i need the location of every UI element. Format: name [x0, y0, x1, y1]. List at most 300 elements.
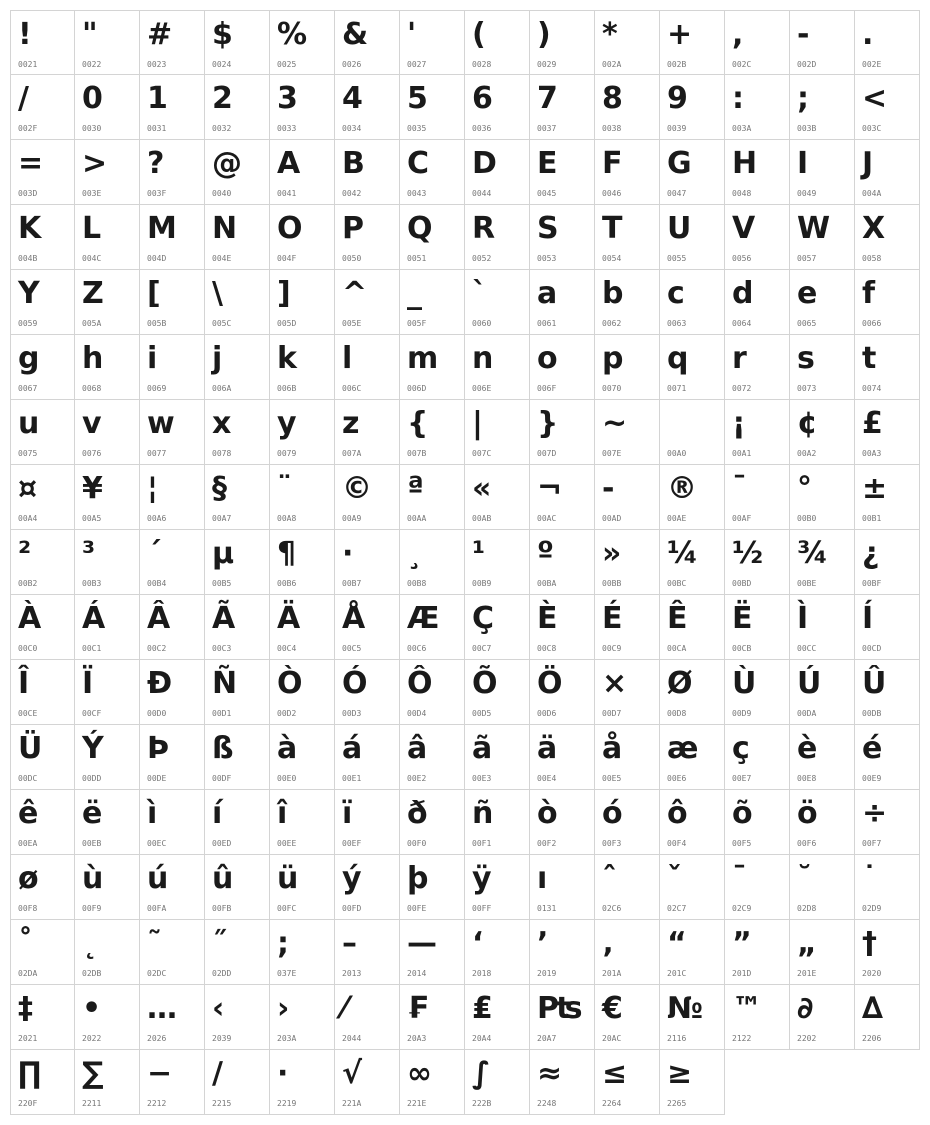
glyph-cell — [465, 1050, 530, 1115]
glyph-codepoint: 00D0 — [147, 709, 167, 718]
glyph-codepoint: 20A3 — [407, 1034, 427, 1043]
glyph-cell — [725, 205, 790, 270]
glyph-cell — [660, 790, 725, 855]
glyph-codepoint: 0045 — [537, 189, 557, 198]
glyph-codepoint: 0065 — [797, 319, 817, 328]
glyph-codepoint: 00FD — [342, 904, 362, 913]
glyph-sample: ˘ — [797, 861, 812, 896]
glyph-sample: K — [18, 211, 42, 246]
glyph-sample: ó — [602, 796, 623, 831]
glyph-cell — [530, 335, 595, 400]
glyph-sample: ý — [342, 861, 362, 896]
glyph-codepoint: 2116 — [667, 1034, 687, 1043]
glyph-codepoint: 00C2 — [147, 644, 167, 653]
glyph-sample: ú — [147, 861, 169, 896]
glyph-codepoint: 0026 — [342, 60, 362, 69]
glyph-codepoint: 007A — [342, 449, 362, 458]
glyph-codepoint: 00D6 — [537, 709, 557, 718]
glyph-sample: x — [212, 406, 232, 441]
glyph-codepoint: 00CE — [18, 709, 38, 718]
glyph-sample: d — [732, 276, 754, 311]
glyph-cell — [140, 10, 205, 75]
glyph-cell — [270, 725, 335, 790]
glyph-cell — [465, 985, 530, 1050]
glyph-cell — [140, 660, 205, 725]
glyph-sample: ø — [18, 861, 39, 896]
glyph-sample: ( — [472, 17, 486, 52]
glyph-codepoint: 00B7 — [342, 579, 362, 588]
glyph-codepoint: 00B9 — [472, 579, 492, 588]
glyph-codepoint: 00BC — [667, 579, 687, 588]
glyph-sample: W — [797, 211, 831, 246]
glyph-cell — [335, 140, 400, 205]
glyph-sample: $ — [212, 17, 233, 52]
glyph-sample: T — [602, 211, 623, 246]
glyph-codepoint: 00E0 — [277, 774, 297, 783]
glyph-cell — [205, 790, 270, 855]
glyph-cell — [725, 465, 790, 530]
glyph-sample: ô — [667, 796, 688, 831]
glyph-cell — [660, 205, 725, 270]
glyph-cell — [660, 465, 725, 530]
glyph-codepoint: 003D — [18, 189, 38, 198]
glyph-sample: Ó — [342, 666, 368, 701]
glyph-codepoint: 00D3 — [342, 709, 362, 718]
glyph-cell — [335, 1050, 400, 1115]
glyph-codepoint: 005D — [277, 319, 297, 328]
glyph-cell — [205, 920, 270, 985]
glyph-sample: 5 — [407, 81, 428, 116]
glyph-sample: o — [537, 341, 558, 376]
glyph-cell — [270, 855, 335, 920]
glyph-codepoint: 201D — [732, 969, 752, 978]
glyph-codepoint: 00F3 — [602, 839, 622, 848]
glyph-sample: & — [342, 17, 369, 52]
glyph-sample: t — [862, 341, 877, 376]
glyph-codepoint: 0056 — [732, 254, 752, 263]
glyph-sample: J — [862, 146, 874, 181]
glyph-sample: í — [212, 796, 223, 831]
glyph-sample: 6 — [472, 81, 493, 116]
glyph-codepoint: 003A — [732, 124, 752, 133]
glyph-cell — [530, 920, 595, 985]
glyph-sample: ¨ — [277, 471, 292, 506]
glyph-codepoint: 00DF — [212, 774, 232, 783]
glyph-codepoint: 0077 — [147, 449, 167, 458]
glyph-cell — [140, 75, 205, 140]
glyph-sample: - — [602, 471, 615, 506]
glyph-cell — [855, 205, 920, 270]
glyph-sample: î — [277, 796, 288, 831]
glyph-cell — [10, 465, 75, 530]
glyph-codepoint: 005E — [342, 319, 362, 328]
glyph-codepoint: 20A4 — [472, 1034, 492, 1043]
glyph-codepoint: 0064 — [732, 319, 752, 328]
glyph-cell — [465, 205, 530, 270]
glyph-sample: ª — [407, 471, 424, 506]
glyph-codepoint: 00E1 — [342, 774, 362, 783]
glyph-codepoint: 00F1 — [472, 839, 492, 848]
glyph-sample: Ð — [147, 666, 173, 701]
glyph-codepoint: 002B — [667, 60, 687, 69]
glyph-codepoint: 00C6 — [407, 644, 427, 653]
glyph-cell — [75, 790, 140, 855]
glyph-cell — [595, 790, 660, 855]
glyph-codepoint: 00A4 — [18, 514, 38, 523]
glyph-cell — [855, 400, 920, 465]
glyph-codepoint: 00D4 — [407, 709, 427, 718]
glyph-sample: ] — [277, 276, 291, 311]
glyph-sample: ² — [18, 536, 32, 571]
glyph-codepoint: 00C8 — [537, 644, 557, 653]
glyph-sample: ° — [797, 471, 812, 506]
glyph-cell — [790, 855, 855, 920]
glyph-sample: ¢ — [797, 406, 818, 441]
glyph-sample: ¾ — [797, 536, 829, 571]
glyph-cell — [335, 400, 400, 465]
glyph-codepoint: 00EF — [342, 839, 362, 848]
glyph-cell — [725, 725, 790, 790]
glyph-codepoint: 0063 — [667, 319, 687, 328]
glyph-cell — [75, 140, 140, 205]
glyph-codepoint: 2206 — [862, 1034, 882, 1043]
glyph-cell — [140, 790, 205, 855]
glyph-sample: ı — [537, 861, 548, 896]
glyph-cell — [530, 10, 595, 75]
glyph-cell — [400, 855, 465, 920]
glyph-codepoint: 0023 — [147, 60, 167, 69]
glyph-cell — [725, 595, 790, 660]
glyph-cell — [855, 75, 920, 140]
glyph-cell — [660, 985, 725, 1050]
glyph-sample: % — [277, 17, 308, 52]
glyph-sample: B — [342, 146, 365, 181]
glyph-sample: ≈ — [537, 1056, 563, 1091]
glyph-sample: ₤ — [472, 991, 493, 1026]
glyph-codepoint: 004D — [147, 254, 167, 263]
glyph-codepoint: 0075 — [18, 449, 38, 458]
glyph-codepoint: 00AD — [602, 514, 622, 523]
glyph-sample: E — [537, 146, 558, 181]
glyph-cell — [140, 140, 205, 205]
glyph-codepoint: 004F — [277, 254, 297, 263]
glyph-cell — [335, 205, 400, 270]
glyph-sample: p — [602, 341, 624, 376]
glyph-sample: [ — [147, 276, 161, 311]
glyph-cell — [335, 75, 400, 140]
glyph-codepoint: 02DD — [212, 969, 232, 978]
glyph-cell — [205, 75, 270, 140]
glyph-codepoint: 002E — [862, 60, 882, 69]
glyph-sample: e — [797, 276, 818, 311]
glyph-sample: 4 — [342, 81, 363, 116]
glyph-sample: U — [667, 211, 692, 246]
glyph-codepoint: 00EB — [82, 839, 102, 848]
glyph-codepoint: 201E — [797, 969, 817, 978]
glyph-sample: N — [212, 211, 238, 246]
glyph-cell — [205, 725, 270, 790]
glyph-codepoint: 00AB — [472, 514, 492, 523]
glyph-codepoint: 00CF — [82, 709, 102, 718]
glyph-cell — [10, 530, 75, 595]
glyph-codepoint: 0055 — [667, 254, 687, 263]
glyph-sample: V — [732, 211, 756, 246]
glyph-cell — [595, 595, 660, 660]
glyph-sample: ì — [147, 796, 158, 831]
glyph-sample: Q — [407, 211, 433, 246]
glyph-codepoint: 00DE — [147, 774, 167, 783]
glyph-sample: ‘ — [472, 926, 484, 961]
glyph-codepoint: 00AF — [732, 514, 752, 523]
glyph-cell — [335, 855, 400, 920]
glyph-codepoint: 00A9 — [342, 514, 362, 523]
glyph-codepoint: 0028 — [472, 60, 492, 69]
glyph-cell — [530, 465, 595, 530]
glyph-sample: n — [472, 341, 494, 376]
glyph-sample: 1 — [147, 81, 168, 116]
glyph-codepoint: 004E — [212, 254, 232, 263]
glyph-cell — [530, 725, 595, 790]
glyph-cell — [270, 465, 335, 530]
glyph-sample: M — [147, 211, 177, 246]
glyph-codepoint: 0074 — [862, 384, 882, 393]
glyph-cell — [205, 1050, 270, 1115]
glyph-codepoint: 00D5 — [472, 709, 492, 718]
glyph-cell — [660, 75, 725, 140]
glyph-cell — [465, 10, 530, 75]
glyph-cell — [725, 790, 790, 855]
glyph-codepoint: 0060 — [472, 319, 492, 328]
glyph-sample: ‡ — [18, 991, 33, 1026]
glyph-cell — [790, 790, 855, 855]
glyph-codepoint: 0076 — [82, 449, 102, 458]
glyph-codepoint: 221A — [342, 1099, 362, 1108]
glyph-codepoint: 02DB — [82, 969, 102, 978]
glyph-codepoint: 006B — [277, 384, 297, 393]
glyph-sample: ⁄ — [342, 991, 348, 1026]
glyph-sample: â — [407, 731, 428, 766]
glyph-cell — [790, 595, 855, 660]
glyph-sample: Ç — [472, 601, 495, 636]
glyph-cell — [790, 140, 855, 205]
glyph-cell — [75, 75, 140, 140]
glyph-cell — [335, 920, 400, 985]
glyph-codepoint: 00A0 — [667, 449, 687, 458]
glyph-codepoint: 00A3 — [862, 449, 882, 458]
glyph-codepoint: 2215 — [212, 1099, 232, 1108]
glyph-cell — [75, 10, 140, 75]
glyph-cell — [660, 725, 725, 790]
glyph-codepoint: 0053 — [537, 254, 557, 263]
glyph-cell — [10, 725, 75, 790]
glyph-cell — [595, 10, 660, 75]
glyph-codepoint: 221E — [407, 1099, 427, 1108]
glyph-codepoint: 006C — [342, 384, 362, 393]
glyph-sample: ò — [537, 796, 558, 831]
glyph-cell — [595, 725, 660, 790]
glyph-sample: Ú — [797, 666, 822, 701]
glyph-sample: C — [407, 146, 430, 181]
glyph-cell — [10, 1050, 75, 1115]
glyph-sample: g — [18, 341, 40, 376]
glyph-cell — [140, 595, 205, 660]
glyph-cell — [400, 400, 465, 465]
glyph-cell — [530, 270, 595, 335]
glyph-cell — [400, 530, 465, 595]
glyph-sample: × — [602, 666, 628, 701]
glyph-cell — [725, 530, 790, 595]
glyph-cell — [335, 270, 400, 335]
glyph-codepoint: 00DD — [82, 774, 102, 783]
glyph-sample: ¿ — [862, 536, 880, 571]
glyph-cell — [465, 660, 530, 725]
glyph-codepoint: 201C — [667, 969, 687, 978]
glyph-cell — [335, 335, 400, 400]
glyph-codepoint: 00E9 — [862, 774, 882, 783]
glyph-codepoint: 00BE — [797, 579, 817, 588]
glyph-sample: ; — [277, 926, 289, 961]
glyph-sample: ® — [667, 471, 697, 506]
glyph-cell — [140, 335, 205, 400]
glyph-sample: < — [862, 81, 888, 116]
glyph-codepoint: 00DC — [18, 774, 38, 783]
glyph-grid — [10, 10, 920, 1115]
glyph-sample: u — [18, 406, 40, 441]
glyph-sample: › — [277, 991, 290, 1026]
glyph-cell — [790, 10, 855, 75]
glyph-codepoint: 0058 — [862, 254, 882, 263]
glyph-codepoint: 00C9 — [602, 644, 622, 653]
glyph-sample: L — [82, 211, 102, 246]
glyph-cell — [205, 205, 270, 270]
glyph-codepoint: 201A — [602, 969, 622, 978]
glyph-sample: / — [18, 81, 29, 116]
glyph-cell — [205, 270, 270, 335]
glyph-codepoint: 005B — [147, 319, 167, 328]
glyph-sample: 8 — [602, 81, 623, 116]
glyph-codepoint: 0035 — [407, 124, 427, 133]
glyph-cell — [140, 205, 205, 270]
glyph-codepoint: 002F — [18, 124, 38, 133]
glyph-cell — [595, 270, 660, 335]
glyph-cell — [10, 75, 75, 140]
glyph-codepoint: 0051 — [407, 254, 427, 263]
glyph-sample: Í — [862, 601, 874, 636]
glyph-cell — [335, 10, 400, 75]
glyph-cell — [400, 205, 465, 270]
glyph-cell — [75, 725, 140, 790]
glyph-cell — [465, 465, 530, 530]
glyph-codepoint: 00AC — [537, 514, 557, 523]
glyph-sample: Â — [147, 601, 171, 636]
glyph-codepoint: 0131 — [537, 904, 557, 913]
glyph-codepoint: 00F5 — [732, 839, 752, 848]
glyph-cell — [855, 270, 920, 335]
glyph-cell — [140, 855, 205, 920]
glyph-codepoint: 0034 — [342, 124, 362, 133]
glyph-codepoint: 0062 — [602, 319, 622, 328]
glyph-sample: Ü — [18, 731, 43, 766]
glyph-sample: ‹ — [212, 991, 225, 1026]
glyph-codepoint: 0057 — [797, 254, 817, 263]
glyph-sample: È — [537, 601, 558, 636]
glyph-codepoint: 220F — [18, 1099, 38, 1108]
glyph-cell — [10, 270, 75, 335]
glyph-codepoint: 02DC — [147, 969, 167, 978]
glyph-cell — [270, 790, 335, 855]
glyph-sample: ₣ — [407, 991, 428, 1026]
glyph-sample: ™ — [732, 991, 762, 1026]
glyph-codepoint: 0079 — [277, 449, 297, 458]
glyph-sample: ^ — [342, 276, 368, 311]
glyph-sample: ∑ — [82, 1056, 104, 1091]
glyph-cell — [855, 530, 920, 595]
glyph-cell — [335, 465, 400, 530]
glyph-codepoint: 00CB — [732, 644, 752, 653]
glyph-sample: ¤ — [18, 471, 38, 506]
glyph-codepoint: 0070 — [602, 384, 622, 393]
glyph-cell — [660, 10, 725, 75]
glyph-codepoint: 0049 — [797, 189, 817, 198]
glyph-sample: • — [82, 991, 102, 1026]
glyph-cell — [270, 1050, 335, 1115]
glyph-codepoint: 0066 — [862, 319, 882, 328]
glyph-cell — [530, 660, 595, 725]
glyph-sample: ³ — [82, 536, 96, 571]
glyph-cell — [400, 465, 465, 530]
glyph-sample: Ñ — [212, 666, 238, 701]
glyph-sample: „ — [797, 926, 817, 961]
glyph-codepoint: 2039 — [212, 1034, 232, 1043]
glyph-codepoint: 00ED — [212, 839, 232, 848]
glyph-cell — [270, 920, 335, 985]
glyph-codepoint: 0050 — [342, 254, 362, 263]
glyph-sample: ´ — [147, 536, 162, 571]
glyph-codepoint: 0033 — [277, 124, 297, 133]
glyph-sample: ÿ — [472, 861, 492, 896]
glyph-cell — [725, 985, 790, 1050]
glyph-cell — [75, 270, 140, 335]
glyph-sample: ¥ — [82, 471, 103, 506]
glyph-sample: ` — [472, 276, 487, 311]
glyph-cell — [465, 400, 530, 465]
glyph-cell — [530, 530, 595, 595]
glyph-cell — [270, 270, 335, 335]
glyph-codepoint: 00E4 — [537, 774, 557, 783]
glyph-sample: ç — [732, 731, 750, 766]
glyph-sample: j — [212, 341, 223, 376]
glyph-codepoint: 00E2 — [407, 774, 427, 783]
glyph-codepoint: 00C0 — [18, 644, 38, 653]
glyph-codepoint: 02D9 — [862, 904, 882, 913]
glyph-codepoint: 2202 — [797, 1034, 817, 1043]
glyph-codepoint: 00EA — [18, 839, 38, 848]
glyph-sample: Ò — [277, 666, 303, 701]
glyph-codepoint: 00A1 — [732, 449, 752, 458]
glyph-cell — [855, 725, 920, 790]
glyph-sample: D — [472, 146, 497, 181]
glyph-sample: † — [862, 926, 877, 961]
glyph-cell — [530, 205, 595, 270]
glyph-sample: – — [342, 926, 357, 961]
glyph-cell — [270, 400, 335, 465]
glyph-codepoint: 0061 — [537, 319, 557, 328]
glyph-cell — [530, 790, 595, 855]
glyph-cell — [205, 530, 270, 595]
glyph-sample: ¦ — [147, 471, 158, 506]
glyph-cell — [790, 465, 855, 530]
glyph-codepoint: 00BA — [537, 579, 557, 588]
